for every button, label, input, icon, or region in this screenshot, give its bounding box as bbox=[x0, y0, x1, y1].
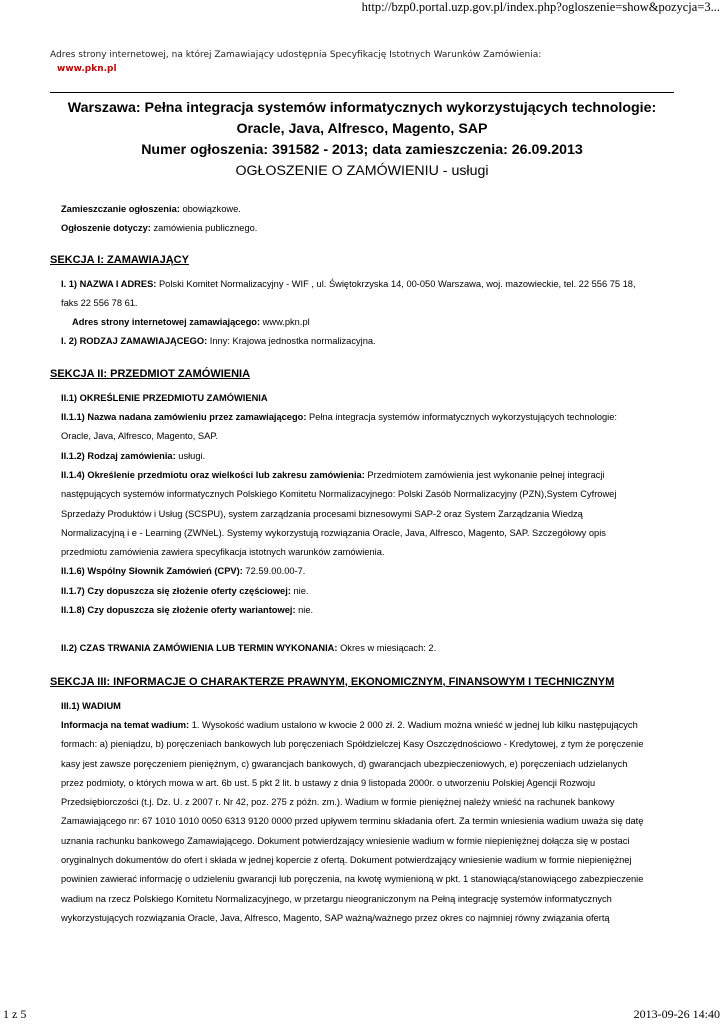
siwz-note bbox=[50, 50, 541, 74]
field-label: II.1.8) Czy dopuszcza się złożenie oferty wariantowej: bbox=[61, 605, 296, 616]
section-2-title: SEKCJA II: PRZEDMIOT ZAMÓWIENIA bbox=[50, 367, 251, 380]
ii2-line bbox=[61, 639, 674, 658]
title-line-1: Warszawa: Pełna integracja systemów informatycznych wykorzystujących technologie: bbox=[67, 100, 657, 116]
field-label: I. 2) RODZAJ ZAMAWIAJĄCEGO: bbox=[61, 336, 208, 347]
document-body bbox=[50, 200, 674, 928]
ii11-line-2: Oracle, Java, Alfresco, Magento, SAP. bbox=[61, 431, 218, 442]
i1-line bbox=[61, 275, 674, 294]
section-1-title: SEKCJA I: ZAMAWIAJĄCY bbox=[50, 253, 189, 266]
ii14-line-2: następujących systemów informatycznych Polskiego Komitetu Normalizacyjnego: Polski Zasób Normalizacyjny (PZN),System Cyfrowej bbox=[61, 489, 617, 500]
field-label: Adres strony internetowej zamawiającego: bbox=[72, 317, 261, 328]
section-1-body bbox=[50, 275, 674, 352]
field-value: 1. Wysokość wadium ustalono w kwocie 2 000 zł. 2. Wadium można wnieść w jednej lub kilku następujących bbox=[191, 719, 638, 730]
print-datetime: 2013-09-26 14:40 bbox=[633, 1007, 720, 1021]
ii1-heading: II.1) OKREŚLENIE PRZEDMIOTU ZAMÓWIENIA bbox=[61, 392, 268, 403]
field-label: Informacja na temat wadium: bbox=[61, 719, 190, 730]
wadium-line-11: wykorzystujących rozwiązania Oracle, Java, Alfresco, Magento, SAP ważną/ważnego przez okres co najmniej równy związania ofertą bbox=[61, 912, 610, 923]
wadium-line-9: powinien zawierać informację o udzieleniu gwarancji lub poręczenia, na kwotę wymienioną w pkt. 1 stanowiącą/stanowiącego zabezpieczenie bbox=[61, 874, 644, 885]
section-3-body bbox=[50, 697, 674, 929]
field-label: I. 1) NAZWA I ADRES: bbox=[61, 278, 157, 289]
siwz-note-text: Adres strony internetowej, na której Zamawiający udostępnia Specyfikację Istotnych Warunków Zamówienia: bbox=[50, 50, 542, 60]
section-2-body bbox=[50, 389, 674, 659]
wadium-line-3: kasy jest zawsze poręczeniem pieniężnym, c) gwarancjach bankowych, d) gwarancjach ubezpieczeniowych, e) poręczeniach udzielanych bbox=[61, 758, 628, 769]
wadium-line-5: Przedsiębiorczości (t.j. Dz. U. z 2007 r. Nr 42, poz. 275 z późn. zm.). Wadium w formie pieniężnej należy wnieść na rachunek bankowy bbox=[61, 797, 615, 808]
ii14-line-4: Normalizacyjną i e - Learning (ZWNeL). Systemy wykorzystują rozwiązania Oracle, Java, Alfresco, Magento, SAP. Szczegółowy opis bbox=[61, 527, 606, 538]
ii14-line-3: Sprzedaży Produktów i Usług (SCSPU), system zarządzania procesami biznesowymi SAP-2 oraz System Zarządzania Wiedzą bbox=[61, 508, 583, 519]
ii16-line bbox=[61, 562, 674, 581]
field-value: usługi. bbox=[178, 450, 206, 461]
announcement-type: OGŁOSZENIE O ZAMÓWIENIU - usługi bbox=[235, 163, 489, 179]
meta-zamieszczanie bbox=[61, 200, 674, 219]
announcement-number: Numer ogłoszenia: 391582 - 2013; data zamieszczenia: 26.09.2013 bbox=[141, 142, 583, 158]
field-value: Inny: Krajowa jednostka normalizacyjna. bbox=[209, 336, 376, 347]
header-divider bbox=[50, 92, 674, 93]
ii18-line bbox=[61, 601, 674, 620]
field-label: II.1.1) Nazwa nadana zamówieniu przez zamawiającego: bbox=[61, 412, 307, 423]
field-label: II.1.2) Rodzaj zamówienia: bbox=[61, 450, 176, 461]
field-value: Polski Komitet Normalizacyjny - WIF , ul. Świętokrzyska 14, 00-050 Warszawa, woj. mazowieckie, tel. 22 556 75 18, bbox=[158, 278, 636, 289]
ii14-line-5: przedmiotu zamówienia zawiera specyfikacja istotnych warunków zamówienia. bbox=[61, 547, 385, 558]
source-url: http://bzp0.portal.uzp.gov.pl/index.php?ogloszenie=show&pozycja=3... bbox=[361, 0, 720, 14]
meta-dotyczy bbox=[61, 219, 674, 238]
section-3-title: SEKCJA III: INFORMACJE O CHARAKTERZE PRAWNYM, EKONOMICZNYM, FINANSOWYM I TECHNICZNYM bbox=[50, 675, 615, 688]
ii12-line bbox=[61, 447, 674, 466]
meta-value: obowiązkowe. bbox=[182, 204, 241, 214]
document-header bbox=[50, 98, 674, 182]
wadium-line bbox=[61, 716, 674, 735]
field-label: II.1.7) Czy dopuszcza się złożenie oferty częściowej: bbox=[61, 585, 291, 596]
field-label: II.2) CZAS TRWANIA ZAMÓWIENIA LUB TERMIN WYKONANIA: bbox=[61, 643, 338, 654]
ii14-line bbox=[61, 466, 674, 485]
i1-line-2: faks 22 556 78 61. bbox=[61, 297, 138, 308]
wadium-line-4: przez podmioty, o których mowa w art. 6b ust. 5 pkt 2 lit. b ustawy z dnia 9 listopada 2000r. o utworzeniu Polskiej Agencji Rozwoju bbox=[61, 777, 596, 788]
field-value: Przedmiotem zamówienia jest wykonanie pełnej integracji bbox=[367, 469, 605, 480]
field-value: 72.59.00.00-7. bbox=[245, 566, 306, 577]
field-value: Okres w miesiącach: 2. bbox=[340, 643, 437, 654]
field-value: www.pkn.pl bbox=[262, 317, 310, 328]
ii11-line bbox=[61, 408, 674, 427]
meta-value: zamówienia publicznego. bbox=[153, 223, 258, 234]
ii17-line bbox=[61, 582, 674, 601]
wadium-line-6: Zamawiającego nr: 67 1010 1010 0050 6313 9120 0000 przed upływem terminu składania ofert. Za termin wniesienia wadium uważa się datę bbox=[61, 816, 644, 827]
field-value: nie. bbox=[293, 585, 309, 596]
field-value: nie. bbox=[298, 605, 314, 616]
wadium-line-7: uznania rachunku bankowego Zamawiającego. Dokument potwierdzający wniesienie wadium w formie niepieniężnej dołącza się w postaci bbox=[61, 835, 630, 846]
siwz-link[interactable]: www.pkn.pl bbox=[57, 64, 117, 74]
page-number: 1 z 5 bbox=[3, 1007, 27, 1021]
wadium-line-10: wadium na rzecz Polskiego Komitetu Normalizacyjnego, w przetargu nieograniczonym na Pełną integrację systemów informatycznych bbox=[61, 893, 612, 904]
wadium-line-8: oryginalnych dokumentów do ofert i składa w jednej kopercie z ofertą. Dokument potwierdzający wniesienie wadium w formie niepieniężnej bbox=[61, 855, 632, 866]
meta-label: Ogłoszenie dotyczy: bbox=[61, 223, 151, 234]
field-label: II.1.6) Wspólny Słownik Zamówień (CPV): bbox=[61, 566, 243, 577]
field-value: Pełna integracja systemów informatycznych wykorzystujących technologie: bbox=[309, 412, 617, 423]
meta-label: Zamieszczanie ogłoszenia: bbox=[61, 204, 180, 214]
wadium-line-2: formach: a) pieniądzu, b) poręczeniach bankowych lub poręczeniach Spółdzielczej Kasy Oszczędnościowo - Kredytowej, z tym że poręczenie bbox=[61, 739, 644, 750]
www-line bbox=[61, 313, 674, 332]
field-label: II.1.4) Określenie przedmiotu oraz wielkości lub zakresu zamówienia: bbox=[61, 469, 365, 480]
i2-line bbox=[61, 332, 674, 351]
iii1-heading: III.1) WADIUM bbox=[61, 700, 121, 711]
meta-block bbox=[50, 200, 674, 239]
title-line-2: Oracle, Java, Alfresco, Magento, SAP bbox=[236, 121, 488, 137]
